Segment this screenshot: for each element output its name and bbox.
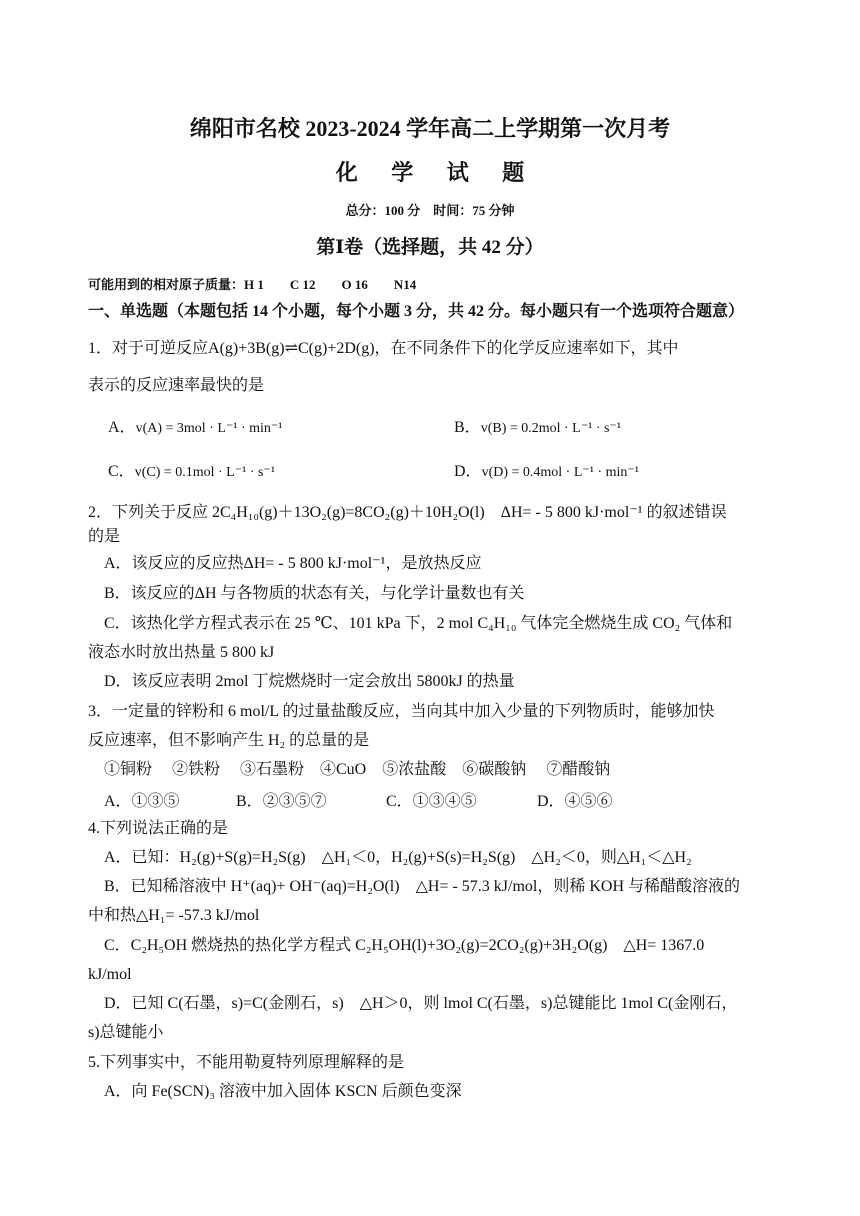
question-1-stem-cont: 表示的反应速率最快的是 [88,377,265,394]
option-text: v(A) = 3mol · L⁻¹ · min⁻¹ [135,421,283,436]
q4-option-b-cont: 中和热△H₁= -57.3 kJ/mol [88,907,260,924]
q3-option-c: C．①③④⑤ [386,793,477,810]
q1-option-c [108,458,275,481]
q4-option-c: C．C₂H₅OH 燃烧热的热化学方程式 C₂H₅OH(l)+3O₂(g)=2CO₂(g)+3H₂O(g) △H= 1367.0 [104,937,705,954]
question-2-stem-cont: 的是 [88,528,121,545]
q1-option-d [454,458,639,481]
q1-equation: A(g)+3B(g)⇌C(g)+2D(g) [208,340,375,357]
q1-option-b [454,414,621,437]
q2-option-c-cont: 液态水时放出热量 5 800 kJ [88,644,275,661]
subject-title: 化 学 试 题 [335,160,539,185]
q2-option-c: C．该热化学方程式表示在 25 ℃、101 kPa 下，2 mol C₄H₁₀ 气体完全燃烧生成 CO₂ 气体和 [104,615,733,632]
section-heading: 一、单选题（本题包括 14 个小题，每个小题 3 分，共 42 分。每小题只有一个选项符合题意） [88,303,745,320]
q1-stem-start: 1．对于可逆反应 [88,340,209,357]
q4-option-d: D．已知 C(石墨，s)=C(金刚石，s) △H＞0，则 lmol C(石墨，s)总键能比 1mol C(金刚石， [104,995,738,1012]
option-label: A． [108,419,136,436]
q2-option-d: D．该反应表明 2mol 丁烷燃烧时一定会放出 5800kJ 的热量 [104,673,515,690]
q4-option-a: A．已知：H₂(g)+S(g)=H₂S(g) △H₁＜0，H₂(g)+S(s)=H₂S(g) △H₂＜0，则△H₁＜△H₂ [104,849,692,866]
option-text: v(B) = 0.2mol · L⁻¹ · s⁻¹ [480,421,622,436]
q3-option-b: B．②③⑤⑦ [236,793,327,810]
exam-title: 绵阳市名校 2023-2024 学年高二上学期第一次月考 [189,116,671,141]
option-label: D． [454,463,482,480]
q1-stem-end: ，在不同条件下的化学反应速率如下，其中 [374,340,679,357]
volume-heading: 第Ⅰ卷（选择题，共 42 分） [316,237,544,258]
q2-option-a: A．该反应的反应热ΔH= - 5 800 kJ·mol⁻¹，是放热反应 [104,555,482,572]
option-label: C． [108,463,135,480]
question-1-stem [88,338,679,360]
q5-option-a: A．向 Fe(SCN)₃ 溶液中加入固体 KSCN 后颜色变深 [104,1083,462,1100]
question-2-stem: 2．下列关于反应 2C₄H₁₀(g)＋13O₂(g)=8CO₂(g)＋10H₂O(l) ΔH= - 5 800 kJ·mol⁻¹ 的叙述错误 [88,504,727,521]
question-5-stem: 5.下列事实中，不能用勒夏特列原理解释的是 [88,1054,405,1071]
question-3-stem: 3．一定量的锌粉和 6 mol/L 的过量盐酸反应，当向其中加入少量的下列物质时，能够加快 [88,703,715,720]
option-text: v(C) = 0.1mol · L⁻¹ · s⁻¹ [134,465,276,480]
q3-option-d: D．④⑤⑥ [537,793,613,810]
q4-option-b: B．已知稀溶液中 H⁺(aq)+ OH⁻(aq)=H₂O(l) △H= - 57.3 kJ/mol，则稀 KOH 与稀醋酸溶液的 [104,878,741,895]
q3-items: ①铜粉 ②铁粉 ③石墨粉 ④CuO ⑤浓盐酸 ⑥碳酸钠 ⑦醋酸钠 [104,761,611,778]
q4-option-d-cont: s)总键能小 [88,1024,164,1041]
option-label: B． [454,419,481,436]
option-text: v(D) = 0.4mol · L⁻¹ · min⁻¹ [481,465,640,480]
q1-option-a [108,414,283,437]
q3-option-a: A．①③⑤ [104,793,180,810]
q4-option-c-cont: kJ/mol [88,966,132,983]
exam-meta: 总分：100 分 时间：75 分钟 [345,203,515,218]
question-3-stem-cont: 反应速率，但不影响产生 H₂ 的总量的是 [88,732,370,749]
question-4-stem: 4.下列说法正确的是 [88,820,229,837]
atomic-masses: 可能用到的相对原子质量：H 1 C 12 O 16 N14 [88,277,417,292]
q2-option-b: B．该反应的ΔH 与各物质的状态有关，与化学计量数也有关 [104,585,525,602]
